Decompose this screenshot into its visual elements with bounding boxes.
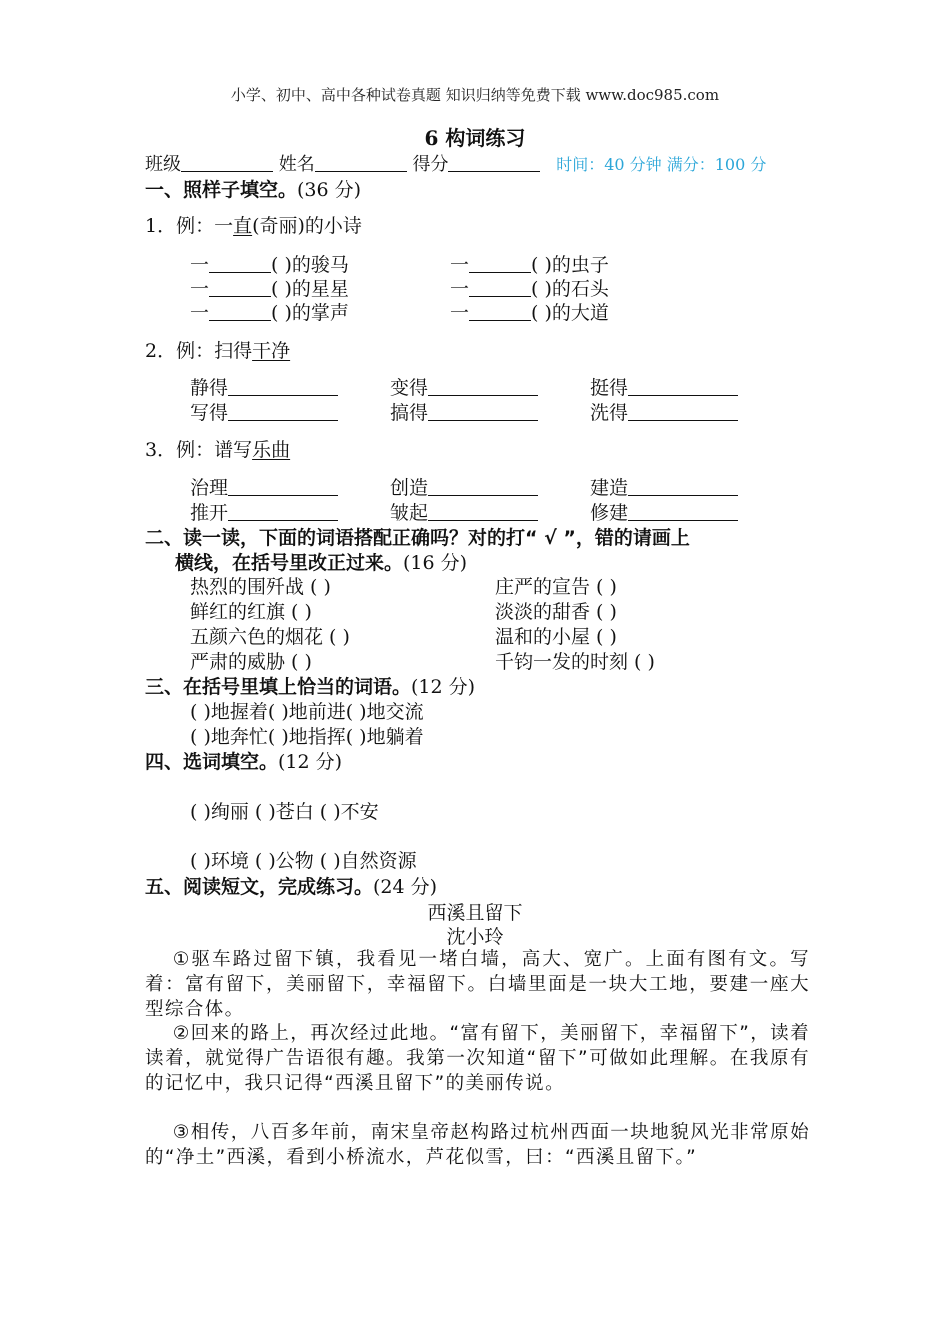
section-2-heading-cont — [175, 548, 467, 575]
q2-item: 挺得 — [590, 373, 738, 400]
student-info-row — [145, 150, 766, 176]
collocation-item[interactable]: 温和的小屋 ( ) — [495, 626, 617, 648]
q2-blank[interactable] — [228, 402, 338, 421]
section-5-heading — [145, 872, 437, 899]
section-1-title: 一、照样子填空。 — [145, 179, 298, 201]
q2-blank[interactable] — [628, 402, 738, 421]
time-score-meta: 时间：40 分钟 满分：100 分 — [556, 155, 767, 174]
q3-blank[interactable] — [228, 477, 338, 496]
section-4-title: 四、选词填空。 — [145, 751, 279, 773]
section-1-heading — [145, 175, 361, 202]
q3-blank[interactable] — [428, 502, 538, 521]
q2-example-word: 干净 — [252, 340, 291, 362]
section-3-heading — [145, 672, 475, 699]
q2-item: 静得 — [190, 373, 338, 400]
section-4-heading — [145, 747, 342, 774]
q1-item: 一 ( )的掌声 — [190, 302, 349, 324]
page-title: 6 构词练习 — [424, 126, 526, 150]
q1-item: 一 ( )的虫子 — [450, 254, 609, 276]
section-3-title: 三、在括号里填上恰当的词语。 — [145, 676, 412, 698]
score-field[interactable] — [448, 153, 540, 172]
q1-example — [145, 211, 362, 238]
section-2-title: 横线，在括号里改正过来。 — [175, 552, 404, 574]
q1-blank[interactable] — [209, 254, 271, 273]
q1-item: 一 ( )的星星 — [190, 278, 349, 300]
collocation-item[interactable]: 庄严的宣告 ( ) — [495, 576, 617, 598]
name-field[interactable] — [315, 153, 407, 172]
score-label: 得分 — [412, 154, 449, 175]
article-paragraph: ①驱车路过留下镇，我看见一堵白墙，高大、宽广。上面有图有文。写着：富有留下，美丽留下，幸福留下。白墙里面是一块大工地，要建一座大型综合体。 — [145, 949, 810, 1020]
section-2-score: (16 分) — [403, 552, 468, 574]
class-label: 班级 — [145, 154, 181, 175]
q3-item: 建造 — [590, 473, 738, 500]
class-field[interactable] — [181, 153, 273, 172]
q1-label: 1．例：一 — [145, 215, 234, 237]
collocation-item[interactable]: 热烈的围歼战 ( ) — [190, 576, 331, 598]
q3-blank[interactable] — [228, 502, 338, 521]
q3-item: 治理 — [190, 473, 338, 500]
q1-blank[interactable] — [469, 254, 531, 273]
q1-item: 一 ( )的大道 — [450, 302, 609, 324]
section-2-heading: 二、读一读，下面的词语搭配正确吗？对的打“ √ ”，错的请画上 — [145, 527, 690, 549]
collocation-item[interactable]: 五颜六色的烟花 ( ) — [190, 626, 350, 648]
section-1-score: (36 分) — [297, 179, 362, 201]
q2-example — [145, 336, 290, 363]
q1-example-word: 直 — [233, 215, 253, 237]
collocation-item[interactable]: 鲜红的红旗 ( ) — [190, 601, 312, 623]
q2-blank[interactable] — [228, 377, 338, 396]
article-author: 沈小玲 — [446, 926, 504, 948]
q3-blank[interactable] — [628, 502, 738, 521]
section-5-score: (24 分) — [373, 876, 438, 898]
q2-blank[interactable] — [428, 402, 538, 421]
q3-item: 创造 — [390, 473, 538, 500]
q2-item: 搞得 — [390, 398, 538, 425]
q2-item: 洗得 — [590, 398, 738, 425]
fill-row[interactable]: ( )地握着( )地前进( )地交流 — [190, 701, 424, 723]
q2-blank[interactable] — [628, 377, 738, 396]
q1-item: 一 ( )的骏马 — [190, 254, 349, 276]
q3-example — [145, 435, 290, 462]
q2-item: 写得 — [190, 398, 338, 425]
article-paragraph: ③相传，八百多年前，南宋皇帝赵构路过杭州西面一块地貌风光非常原始的“净土”西溪，看到小桥流水，芦花似雪，曰：“西溪且留下。” — [145, 1122, 810, 1168]
name-label: 姓名 — [278, 154, 315, 175]
collocation-item[interactable]: 严肃的威胁 ( ) — [190, 651, 312, 673]
section-4-score: (12 分) — [278, 751, 343, 773]
collocation-item[interactable]: 千钧一发的时刻 ( ) — [495, 651, 655, 673]
article-paragraph: ②回来的路上，再次经过此地。“富有留下，美丽留下，幸福留下”，读着读着，就觉得广告语很有趣。我第一次知道“留下”可做如此理解。在我原有的记忆中，我只记得“西溪且留下”的美丽传说。 — [145, 1023, 810, 1094]
q1-example-rest: (奇丽)的小诗 — [252, 215, 362, 237]
q2-item: 变得 — [390, 373, 538, 400]
section-3-score: (12 分) — [411, 676, 476, 698]
section-5-title: 五、阅读短文，完成练习。 — [145, 876, 374, 898]
q3-item: 皱起 — [390, 498, 538, 525]
q2-label: 2．例：扫得 — [145, 340, 253, 362]
q1-item: 一 ( )的石头 — [450, 278, 609, 300]
q3-item: 推开 — [190, 498, 338, 525]
q1-blank[interactable] — [209, 278, 271, 297]
q3-blank[interactable] — [428, 477, 538, 496]
q3-blank[interactable] — [628, 477, 738, 496]
q3-item: 修建 — [590, 498, 738, 525]
q3-example-word: 乐曲 — [252, 439, 291, 461]
q1-blank[interactable] — [469, 302, 531, 321]
choose-row[interactable]: ( )绚丽 ( )苍白 ( )不安 — [190, 801, 379, 823]
q2-blank[interactable] — [428, 377, 538, 396]
choose-row[interactable]: ( )环境 ( )公物 ( )自然资源 — [190, 850, 417, 872]
q3-label: 3．例：谱写 — [145, 439, 253, 461]
fill-row[interactable]: ( )地奔忙( )地指挥( )地躺着 — [190, 726, 424, 748]
q1-blank[interactable] — [469, 278, 531, 297]
site-header: 小学、初中、高中各种试卷真题 知识归纳等免费下载 www.doc985.com — [230, 86, 720, 104]
collocation-item[interactable]: 淡淡的甜香 ( ) — [495, 601, 617, 623]
article-title: 西溪且留下 — [427, 902, 523, 924]
q1-blank[interactable] — [209, 302, 271, 321]
